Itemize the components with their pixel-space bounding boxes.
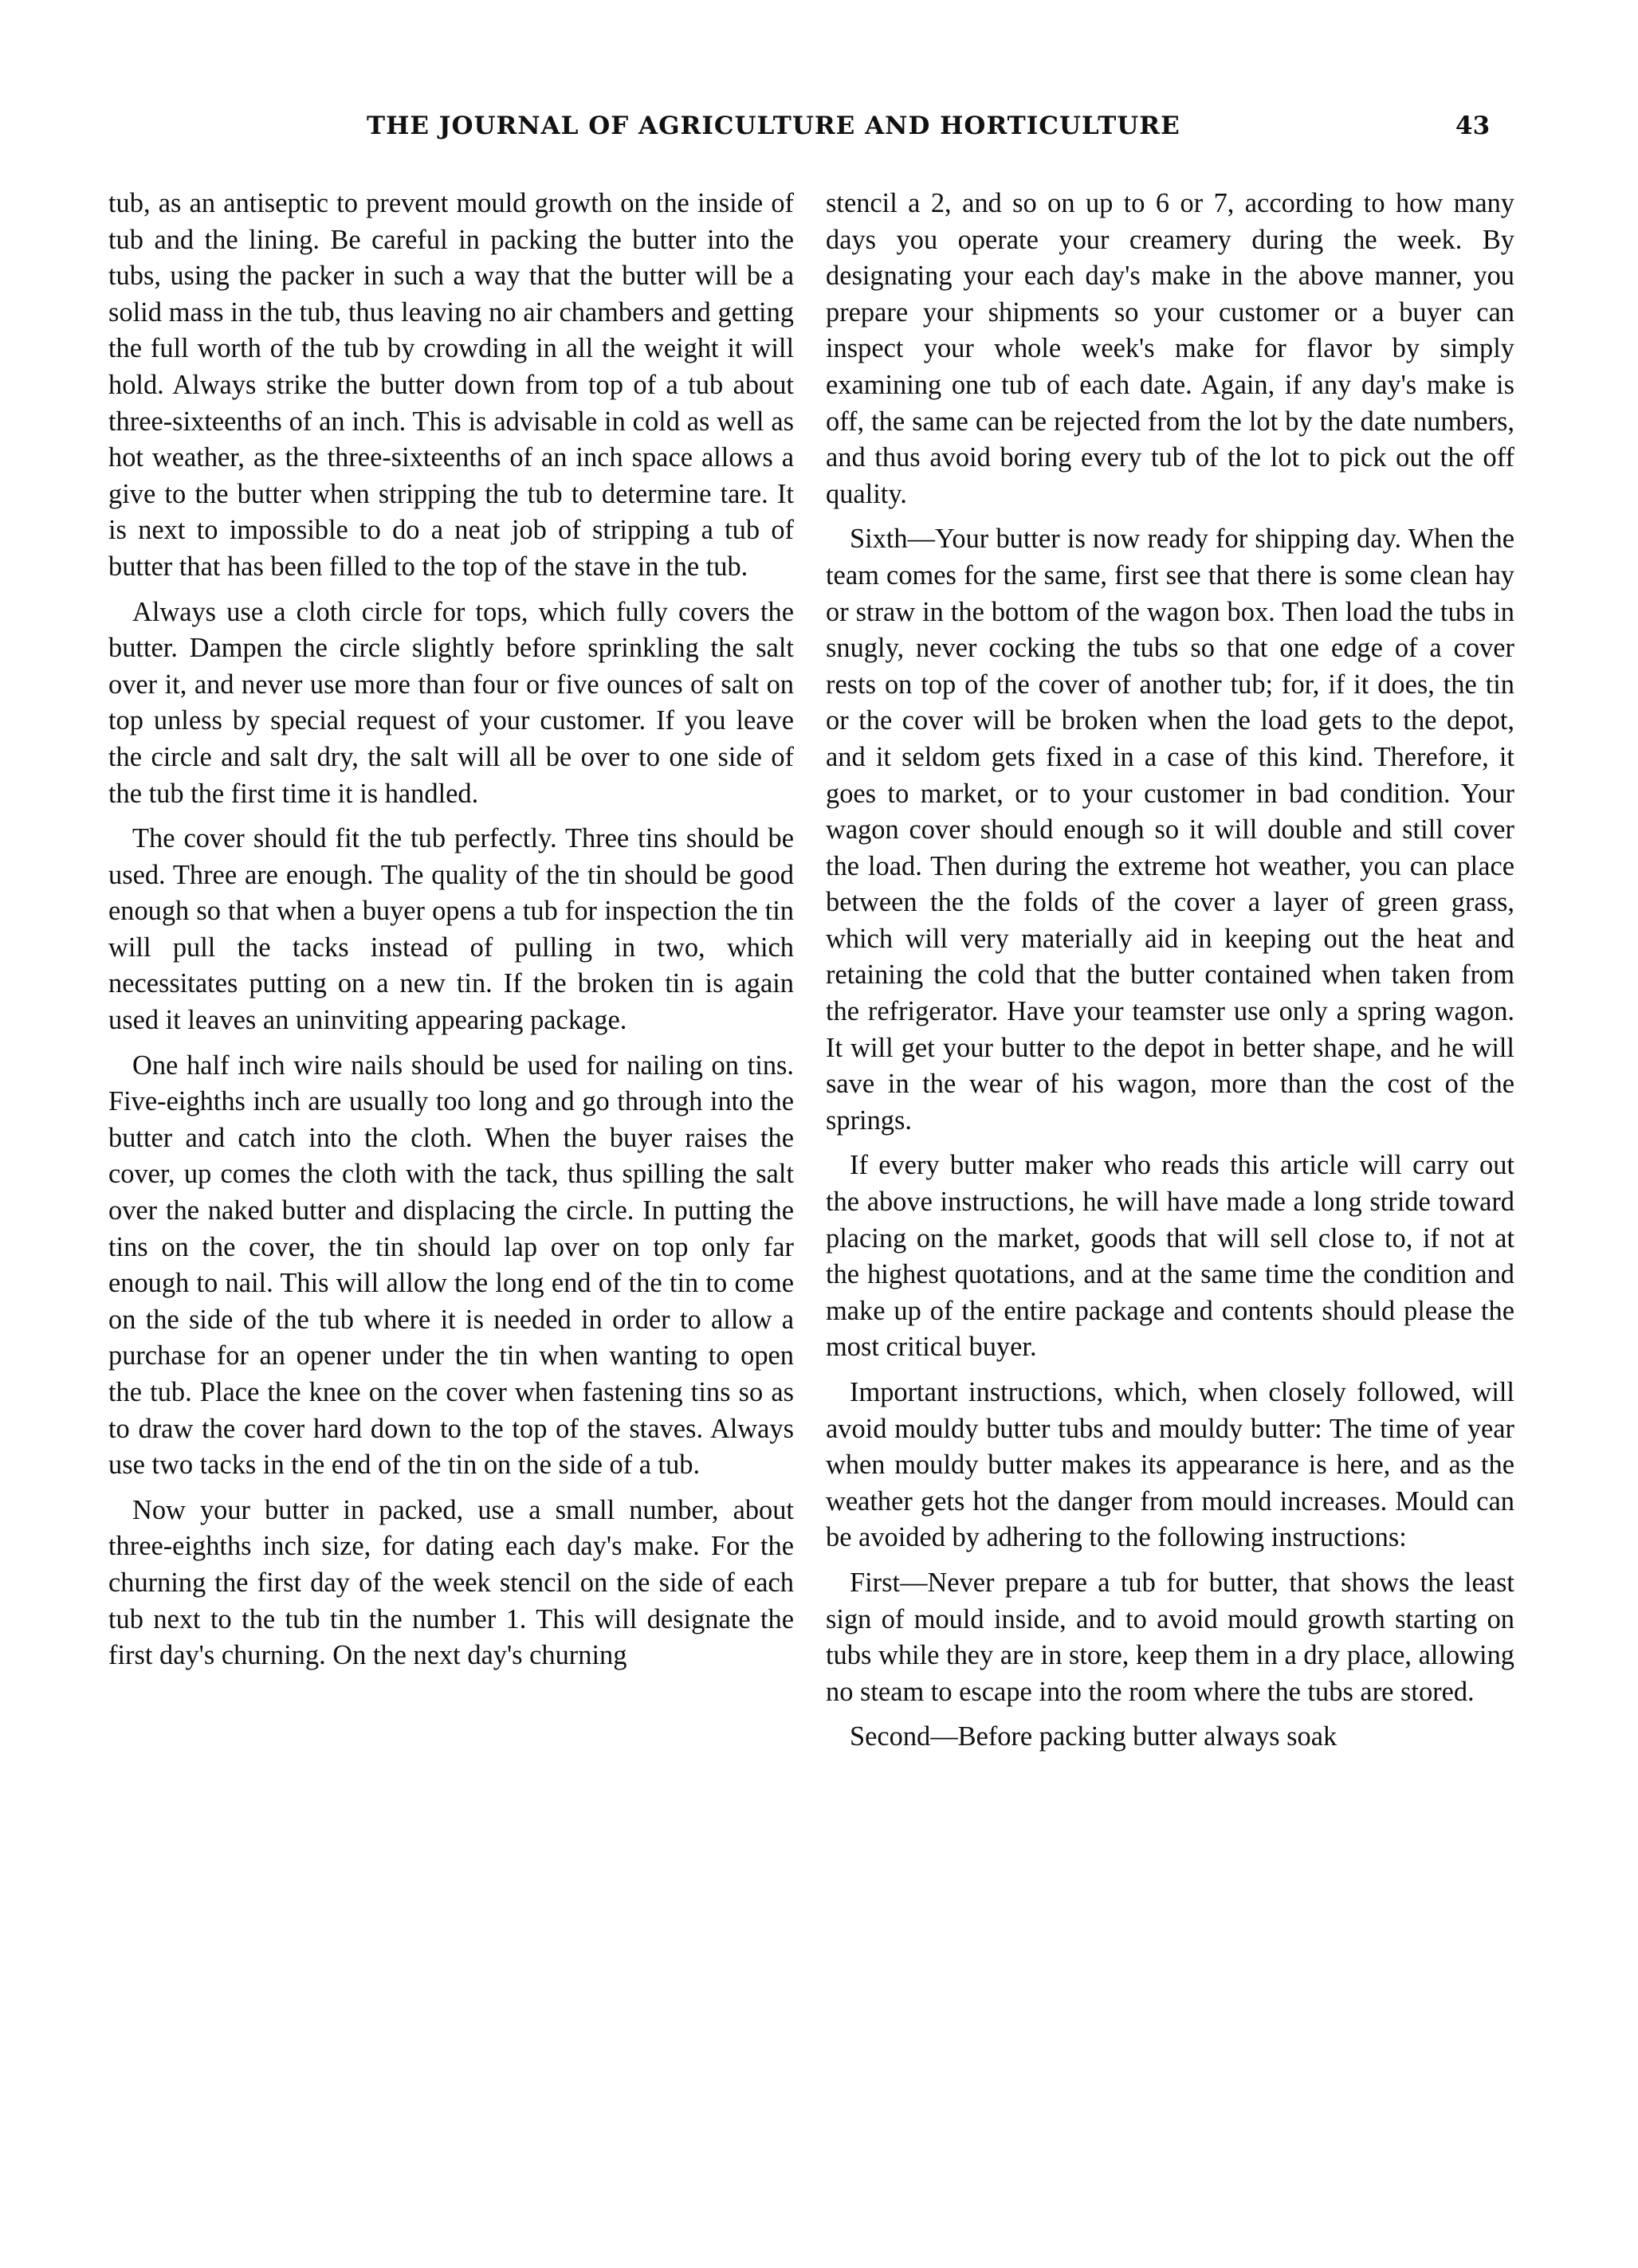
- paragraph: First—Never prepare a tub for butter, that shows the least sign of mould inside, and to avoid mould growth starting on tubs while they are in store, keep them in a dry place, allowing no steam to escape into the room where the tubs are stored.: [826, 1567, 1514, 1707]
- paragraph: tub, as an antiseptic to prevent mould growth on the inside of tub and the lining. Be careful in packing the butter into the tubs, using the packer in such a way that the butter will be a solid mass in the tub, thus leaving no air chambers and getting the full worth of the tub by crowding in all the weight it will hold. Always strike the butter down from top of a tub about three-sixteenths of an inch. This is advisable in cold as well as hot weather, as the three-sixteenths of an inch space allows a give to the butter when stripping the tub to determine tare. It is next to impossible to do a neat job of stripping a tub of butter that has been filled to the top of the stave in the tub.: [108, 188, 794, 582]
- page-number: 43: [1455, 112, 1491, 140]
- running-title: THE JOURNAL OF AGRICULTURE AND HORTICULTURE: [367, 112, 1180, 140]
- left-column: [108, 186, 794, 1683]
- page-header: [0, 112, 1638, 159]
- paragraph: One half inch wire nails should be used for nailing on tins. Five-eighths inch are usually too long and go through into the butter and catch into the cloth. When the buyer raises the cover, up comes the cloth with the tack, thus spilling the salt over the naked butter and displacing the circle. In putting the tins on the cover, the tin should lap over on top only far enough to nail. This will allow the long end of the tin to come on the side of the tub where it is needed in order to allow a purchase for an opener under the tin when wanting to open the tub. Place the knee on the cover when fastening tins so as to draw the cover hard down to the top of the staves. Always use two tacks in the end of the tin on the side of a tub.: [108, 1050, 794, 1481]
- paragraph: Always use a cloth circle for tops, which fully covers the butter. Dampen the circle slightly before sprinkling the salt over it, and never use more than four or five ounces of salt on top unless by special request of your customer. If you leave the circle and salt dry, the salt will all be over to one side of the tub the first time it is handled.: [108, 596, 794, 809]
- paragraph: Now your butter in packed, use a small number, about three-eighths inch size, for dating each day's make. For the churning the first day of the week stencil on the side of each tub next to the tub tin the number 1. This will designate the first day's churning. On the next day's churning: [108, 1494, 794, 1671]
- right-column: [826, 186, 1514, 1764]
- paragraph: If every butter maker who reads this article will carry out the above instructions, he will have made a long stride toward placing on the market, goods that will sell close to, if not at the highest quotations, and at the same time the condition and make up of the entire package and contents should please the most critical buyer.: [826, 1150, 1514, 1363]
- paragraph: The cover should fit the tub perfectly. Three tins should be used. Three are enough. The quality of the tin should be good enough so that when a buyer opens a tub for inspection the tin will pull the tacks instead of pulling in two, which necessitates putting on a new tin. If the broken tin is again used it leaves an uninviting appearing package.: [108, 823, 794, 1036]
- paragraph: stencil a 2, and so on up to 6 or 7, according to how many days you operate your creamery during the week. By designating your each day's make in the above manner, you prepare your shipments so your customer or a buyer can inspect your whole week's make for flavor by simply examining one tub of each date. Again, if any day's make is off, the same can be rejected from the lot by the date numbers, and thus avoid boring every tub of the lot to pick out the off quality.: [826, 188, 1514, 509]
- paragraph: Sixth—Your butter is now ready for shipping day. When the team comes for the same, first see that there is some clean hay or straw in the bottom of the wagon box. Then load the tubs in snugly, never cocking the tubs so that one edge of a cover rests on top of the cover of another tub; for, if it does, the tin or the cover will be broken when the load gets to the depot, and it seldom gets fixed in a case of this kind. Therefore, it goes to market, or to your customer in bad condition. Your wagon cover should enough so it will double and still cover the load. Then during the extreme hot weather, you can place between the the folds of the cover a layer of green grass, which will very materially aid in keeping out the heat and retaining the cold that the butter contained when taken from the refrigerator. Have your teamster use only a spring wagon. It will get your butter to the depot in better shape, and he will save in the wear of his wagon, more than the cost of the springs.: [826, 524, 1514, 1136]
- paragraph: Important instructions, which, when closely followed, will avoid mouldy butter tubs and mouldy butter: The time of year when mouldy butter makes its appearance is here, and as the weather gets hot the danger from mould increases. Mould can be avoided by adhering to the following instructions:: [826, 1377, 1514, 1553]
- paragraph: Second—Before packing butter always soak: [850, 1721, 1338, 1752]
